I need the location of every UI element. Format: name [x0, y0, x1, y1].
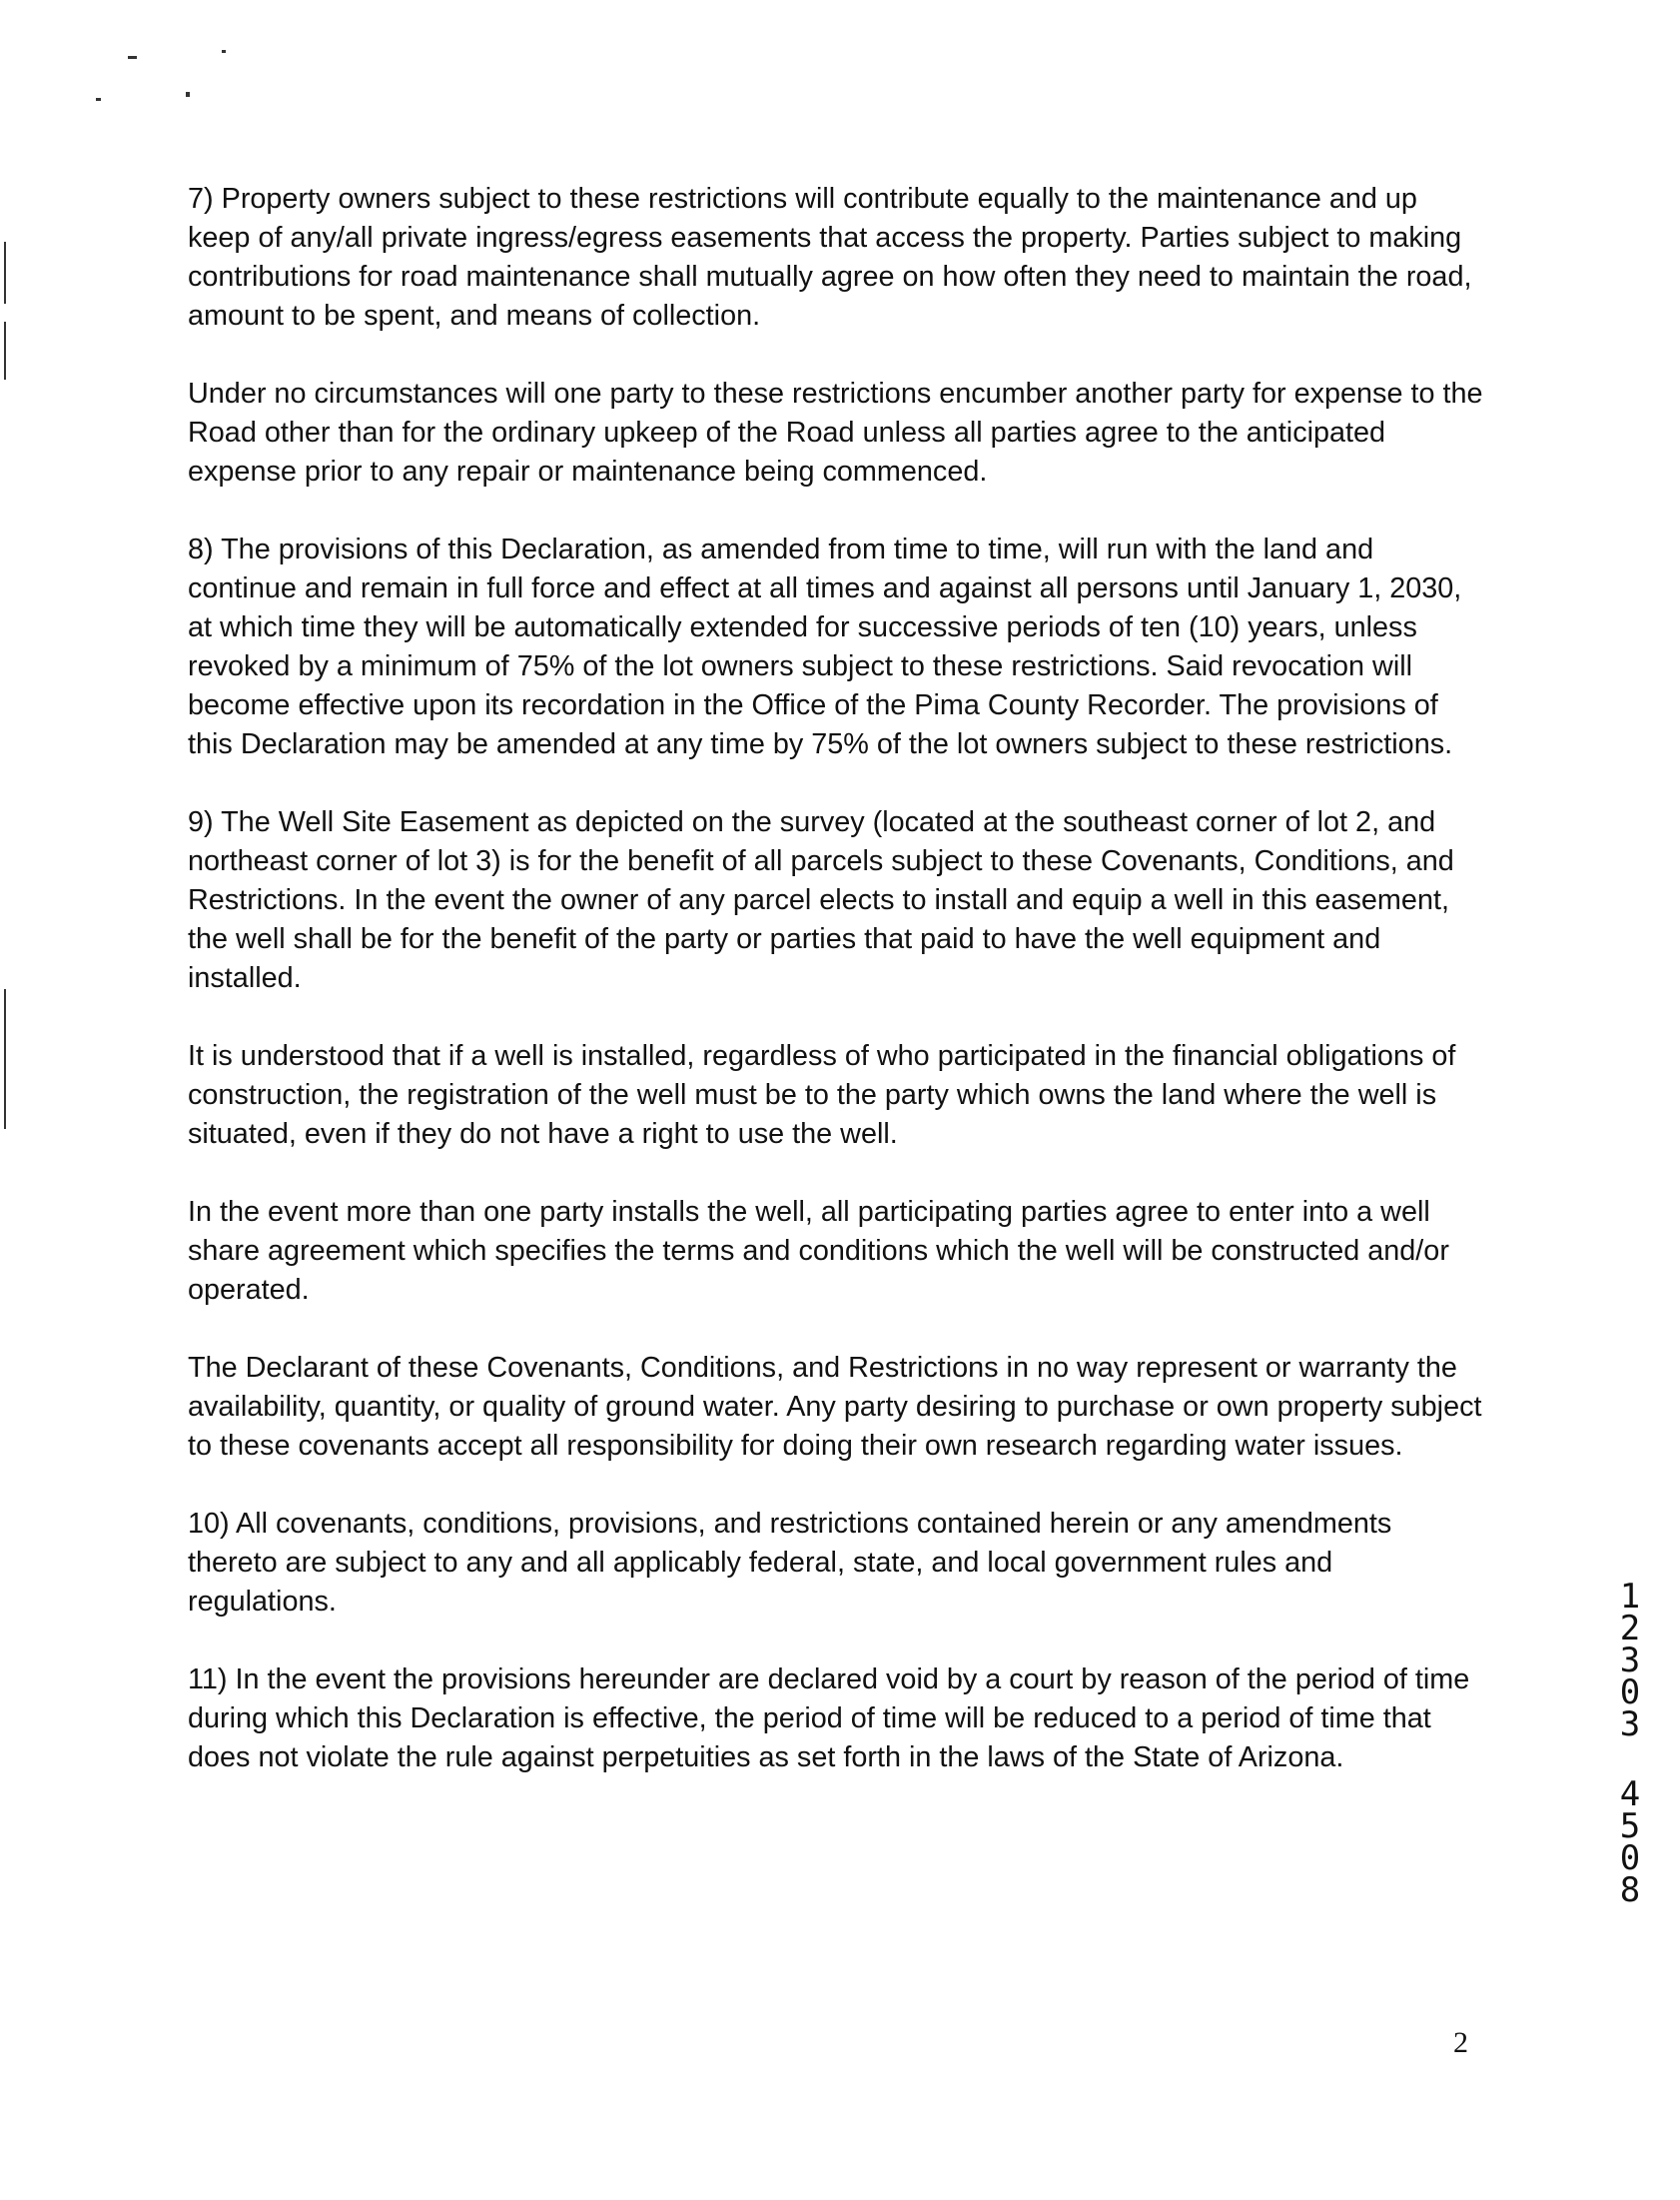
- stamp-digit: 2: [1619, 1609, 1641, 1649]
- stamp-digit: 8: [1619, 1870, 1641, 1910]
- paragraph-well-registration: It is understood that if a well is installed, regardless of who participated in the financial obligations of construction, the registration of the well must be to the party which owns the land where the well is situated, even if they do not have a right to use the well.: [188, 1040, 1456, 1150]
- stamp-digit: 5: [1619, 1806, 1641, 1846]
- paragraph-9-well-site: 9) The Well Site Easement as depicted on the survey (located at the southeast corner of lot 2, and northeast corner of lot 3) is for the benefit of all parcels subject to these Covenants, Conditions, and Restrictions. In the event the owner of any parcel elects to install and equip a well in this easement, the well shall be for the benefit of the party or parties that paid to have the well equipment and installed.: [188, 806, 1454, 994]
- stamp-digit: 4: [1619, 1774, 1641, 1814]
- margin-scan-line: [4, 322, 6, 380]
- scan-speck: [96, 98, 101, 101]
- paragraph-7-road-maintenance: 7) Property owners subject to these restrictions will contribute equally to the maintenance and up keep of any/all private ingress/egress easements that access the property. Parties subject to making contributions for road maintenance shall mutually agree on how often they need to maintain the road, amount to be spent, and means of collection.: [188, 183, 1472, 332]
- page-number: 2: [1453, 2026, 1468, 2059]
- stamp-digit: 3: [1619, 1641, 1641, 1680]
- margin-scan-line: [4, 242, 6, 304]
- paragraph-well-share: In the event more than one party installs the well, all participating parties agree to enter into a well share agreement which specifies the terms and conditions which the well will be constructed and/or operated.: [188, 1196, 1449, 1306]
- margin-scan-line: [4, 989, 6, 1129]
- stamp-gap: [1610, 1740, 1650, 1778]
- paragraph-11-perpetuities: 11) In the event the provisions hereunder are declared void by a court by reason of the period of time during which this Declaration is effective, the period of time will be reduced to a period of time that does not violate the rule against perpetuities as set forth in the laws of the State of Arizona.: [188, 1663, 1470, 1773]
- scan-speck: [222, 50, 226, 53]
- scan-speck: [128, 56, 137, 59]
- recording-stamp: [1610, 1577, 1650, 1910]
- paragraph-10-regulations: 10) All covenants, conditions, provisions, and restrictions contained herein or any amendments thereto are subject to any and all applicably federal, state, and local government rules and regulations.: [188, 1508, 1392, 1618]
- stamp-digit: 0: [1619, 1672, 1641, 1712]
- stamp-digit: 1: [1619, 1577, 1641, 1617]
- paragraph-road-expense: Under no circumstances will one party to these restrictions encumber another party for expense to the Road other than for the ordinary upkeep of the Road unless all parties agree to the anticipated expense prior to any repair or maintenance being commenced.: [188, 378, 1483, 488]
- paragraph-ground-water: The Declarant of these Covenants, Conditions, and Restrictions in no way represent or warranty the availability, quantity, or quality of ground water. Any party desiring to purchase or own property subject to these covenants accept all responsibility for doing their own research regarding water issues.: [188, 1352, 1482, 1462]
- stamp-digit: 3: [1619, 1704, 1641, 1744]
- scan-speck: [186, 92, 190, 97]
- stamp-digit: 0: [1619, 1838, 1641, 1878]
- document-body: [188, 180, 1486, 1816]
- scan-specks: [0, 0, 260, 120]
- paragraph-8-duration: 8) The provisions of this Declaration, as amended from time to time, will run with the land and continue and remain in full force and effect at all times and against all persons until January 1, 2030, at which time they will be automatically extended for successive periods of ten (10) years, unless revoked by a minimum of 75% of the lot owners subject to these restrictions. Said revocation will become effective upon its recordation in the Office of the Pima County Recorder. The provisions of this Declaration may be amended at any time by 75% of the lot owners subject to these restrictions.: [188, 534, 1462, 760]
